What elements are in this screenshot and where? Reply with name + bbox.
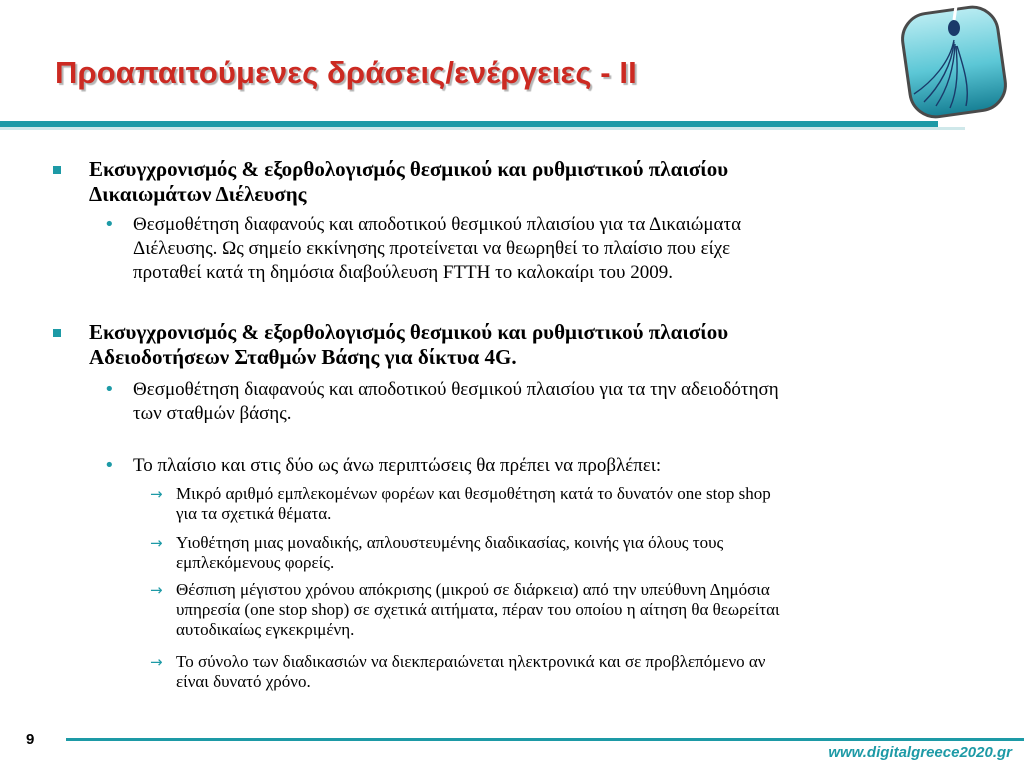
page-number: 9 [26, 731, 35, 748]
dot-bullet-icon: • [104, 214, 115, 235]
list-item: Το σύνολο των διαδικασιών να διεκπεραιώνεται ηλεκτρονικά και σε προβλεπόμενο αν είναι δυνατό χρόνο. [176, 652, 766, 691]
dot-bullet-icon: • [104, 455, 115, 476]
arrow-right-icon: → [150, 534, 163, 552]
arrow-right-icon: → [150, 485, 163, 503]
section-heading: Εκσυγχρονισμός & εξορθολογισμός θεσμικού και ρυθμιστικού πλαισίου Αδειοδοτήσεων Σταθμών Βάσης για δίκτυα 4G. [89, 320, 729, 369]
section-heading: Εκσυγχρονισμός & εξορθολογισμός θεσμικού και ρυθμιστικού πλαισίου Δικαιωμάτων Διέλευσης [89, 157, 729, 206]
bullet-text: Θεσμοθέτηση διαφανούς και αποδοτικού θεσμικού πλαισίου για τα Δικαιώματα Διέλευσης. Ως σημείο εκκίνησης προτείνεται να θεωρηθεί το πλαίσιο που είχε προταθεί κατά τη δημόσια διαβούλευση FTTH το καλοκαίρι του 2009. [133, 214, 742, 283]
list-item: Θέσπιση μέγιστου χρόνου απόκρισης (μικρού σε διάρκεια) από την υπεύθυνη Δημόσια υπηρεσία (one stop shop) σε σχετικά αιτήματα, πέραν του οποίου η αίτηση θα θεωρείται αυτοδικαίως εγκεκριμένη. [176, 580, 780, 639]
square-bullet-icon [53, 329, 61, 337]
bullet-text: Το πλαίσιο και στις δύο ως άνω περιπτώσεις θα πρέπει να προβλέπει: [133, 455, 662, 476]
list-item: Μικρό αριθμό εμπλεκομένων φορέων και θεσμοθέτηση κατά το δυνατόν one stop shop για τα σχετικά θέματα. [176, 484, 771, 523]
slide-title: Προαπαιτούμενες δράσεις/ενέργειες - II [55, 55, 637, 90]
bullet-text: Θεσμοθέτηση διαφανούς και αποδοτικού θεσμικού πλαισίου για τα την αδειοδότηση των σταθμών βάσης. [133, 379, 779, 424]
list-item: Υιοθέτηση μιας μοναδικής, απλουστευμένης διαδικασίας, κοινής για όλους τους εμπλεκόμενους φορείς. [176, 533, 724, 572]
dot-bullet-icon: • [104, 379, 115, 400]
footer-divider [66, 738, 1024, 741]
arrow-right-icon: → [150, 581, 163, 599]
square-bullet-icon [53, 166, 61, 174]
arrow-right-icon: → [150, 653, 163, 671]
footer-url: www.digitalgreece2020.gr [828, 744, 1012, 761]
